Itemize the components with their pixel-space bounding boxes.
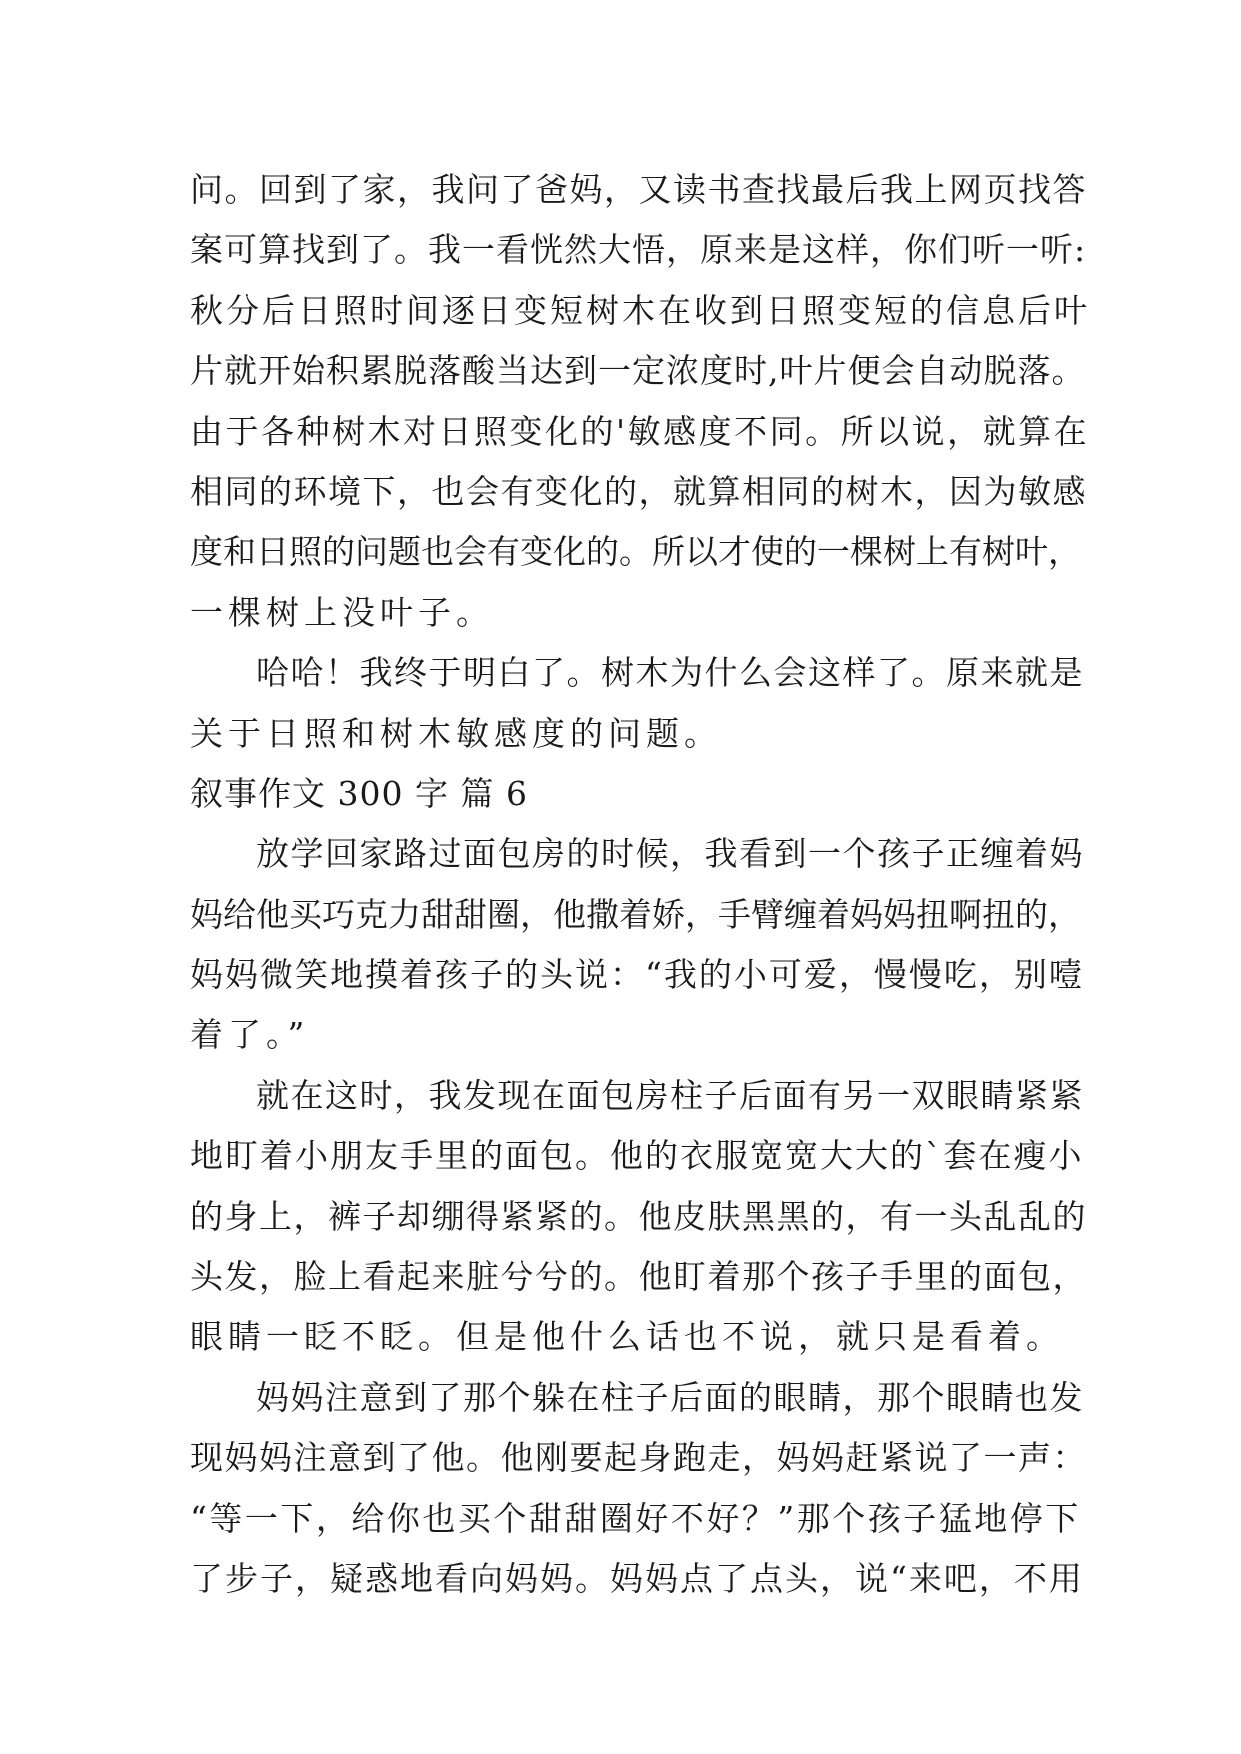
- text-line: 由于各种树木对日照变化的'敏感度不同。所以说，就算在: [190, 411, 1090, 451]
- text-line: 的身上，裤子却绷得紧紧的。他皮肤黑黑的，有一头乱乱的: [190, 1196, 1087, 1236]
- text-line: 度和日照的问题也会有变化的。所以才使的一棵树上有树叶，: [190, 532, 1081, 572]
- text-line: 了步子，疑惑地看向妈妈。妈妈点了点头，说“来吧，不用: [190, 1558, 1084, 1598]
- text-line: 问。回到了家，我问了爸妈，又读书查找最后我上网页找答: [190, 170, 1087, 209]
- document-body: [190, 160, 1090, 1609]
- text-line: 就在这时，我发现在面包房柱子后面有另一双眼睛紧紧: [256, 1075, 1084, 1115]
- text-line: 案可算找到了。我一看恍然大悟，原来是这样，你们听一听:: [190, 230, 1087, 270]
- text-line: 放学回家路过面包房的时候，我看到一个孩子正缠着妈: [256, 834, 1084, 874]
- text-line: 片就开始积累脱落酸当达到一定浓度时,叶片便会自动脱落。: [190, 351, 1086, 391]
- text-line: 地盯着小朋友手里的面包。他的衣服宽宽大大的`套在瘦小: [190, 1136, 1084, 1176]
- text-line: 哈哈！我终于明白了。树木为什么会这样了。原来就是: [256, 653, 1084, 693]
- text-line: 一棵树上没叶子。: [190, 592, 494, 632]
- text-line: 现妈妈注意到了他。他刚要起身跑走，妈妈赶紧说了一声：: [190, 1438, 1087, 1478]
- text-line: 着了。”: [190, 1015, 310, 1055]
- text-line: 相同的环境下，也会有变化的，就算相同的树木，因为敏感: [190, 471, 1087, 511]
- text-line: 眼睛一眨不眨。但是他什么话也不说，就只是看着。: [190, 1317, 1064, 1357]
- section-heading: 叙事作文 300 字 篇 6: [190, 773, 528, 813]
- text-line: 妈给他买巧克力甜甜圈，他撒着娇，手臂缠着妈妈扭啊扭的，: [190, 894, 1081, 934]
- text-line: 头发，脸上看起来脏兮兮的。他盯着那个孩子手里的面包，: [190, 1257, 1087, 1297]
- text-line: 关于日照和树木敏感度的问题。: [190, 713, 722, 753]
- text-line: “等一下，给你也买个甜甜圈好不好？”那个孩子猛地停下: [190, 1498, 1081, 1538]
- text-line: 秋分后日照时间逐日变短树木在收到日照变短的信息后叶: [190, 290, 1090, 330]
- text-line: 妈妈注意到了那个躲在柱子后面的眼睛，那个眼睛也发: [256, 1377, 1084, 1417]
- text-line: 妈妈微笑地摸着孩子的头说：“我的小可爱，慢慢吃，别噎: [190, 955, 1084, 995]
